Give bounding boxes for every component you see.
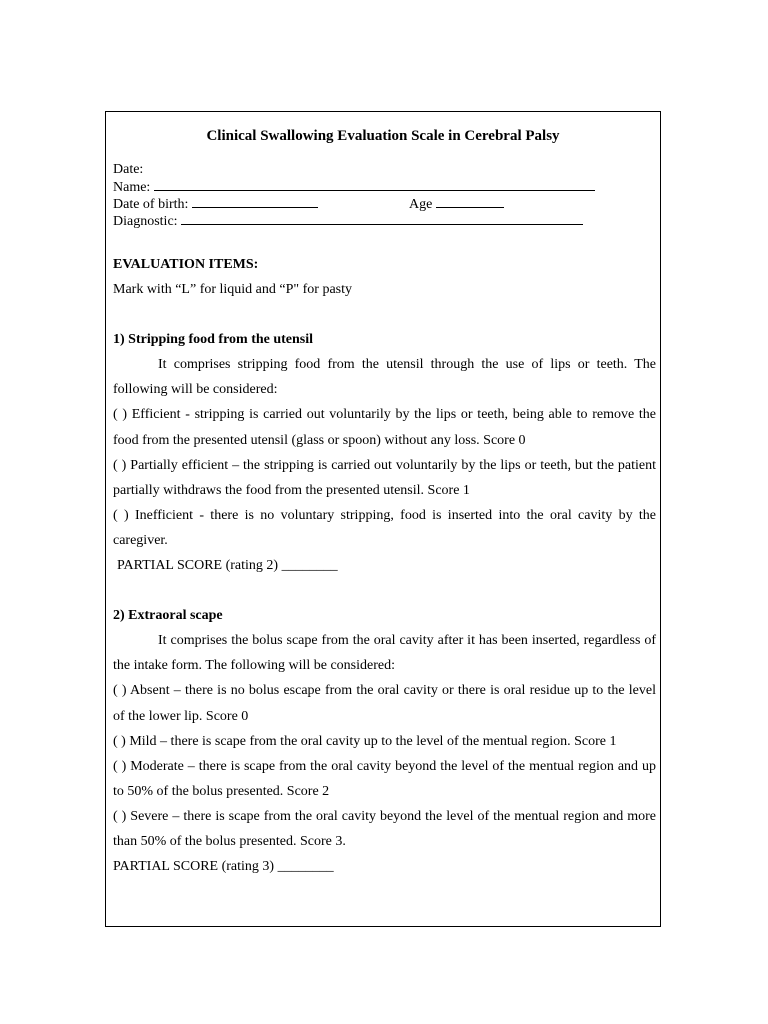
evaluation-heading: EVALUATION ITEMS: <box>113 257 259 272</box>
dob-age-row <box>113 195 653 212</box>
age-field[interactable] <box>436 195 504 208</box>
section1-option-efficient[interactable]: ( ) Efficient - stripping is carried out voluntarily by the lips or teeth, being able to remove the food from the presented utensil (glass or spoon) without any loss. Score 0 <box>113 407 656 448</box>
section1-option-inefficient[interactable]: ( ) Inefficient - there is no voluntary stripping, food is inserted into the oral cavity by the caregiver. <box>113 507 656 548</box>
form-title: Clinical Swallowing Evaluation Scale in Cerebral Palsy <box>206 128 560 144</box>
age-group <box>409 195 504 213</box>
section1-intro: It comprises stripping food from the utensil through the use of lips or teeth. The following will be considered: <box>113 357 656 398</box>
name-label: Name: <box>113 180 151 195</box>
patient-info-fields <box>113 161 653 229</box>
spacer <box>113 302 656 327</box>
dob-field[interactable] <box>192 195 318 208</box>
name-row <box>113 178 653 195</box>
name-field[interactable] <box>154 178 595 191</box>
section2-option-mild[interactable]: ( ) Mild – there is scape from the oral cavity up to the level of the mentual region. Score 1 <box>113 733 617 749</box>
diagnostic-label: Diagnostic: <box>113 214 178 229</box>
section2-heading: 2) Extraoral scape <box>113 608 223 624</box>
evaluation-form <box>105 111 661 927</box>
spacer <box>113 578 656 603</box>
date-row <box>113 161 653 178</box>
evaluation-instruction: Mark with “L” for liquid and “P" for pasty <box>113 282 352 298</box>
date-label: Date: <box>113 162 144 177</box>
section2-option-severe[interactable]: ( ) Severe – there is scape from the oral cavity beyond the level of the mentual region and more than 50% of the bolus presented. Score 3. <box>113 808 656 849</box>
section2-option-moderate[interactable]: ( ) Moderate – there is scape from the oral cavity beyond the level of the mentual region and up to 50% of the bolus presented. Score 2 <box>113 758 656 799</box>
section2-option-absent[interactable]: ( ) Absent – there is no bolus escape from the oral cavity or there is oral residue up to the level of the lower lip. Score 0 <box>113 683 656 724</box>
section2-partial-score[interactable]: PARTIAL SCORE (rating 3) ________ <box>113 859 334 875</box>
section2-intro: It comprises the bolus scape from the oral cavity after it has been inserted, regardless of the intake form. The following will be considered: <box>113 633 656 674</box>
section1-option-partially-efficient[interactable]: ( ) Partially efficient – the stripping is carried out voluntarily by the lips or teeth, but the patient partially withdraws the food from the presented utensil. Score 1 <box>113 457 656 498</box>
diagnostic-field[interactable] <box>181 212 583 225</box>
form-content <box>113 252 656 879</box>
section1-partial-score[interactable]: PARTIAL SCORE (rating 2) ________ <box>117 558 338 574</box>
dob-label: Date of birth: <box>113 197 189 212</box>
diagnostic-row <box>113 212 653 229</box>
age-label: Age <box>409 197 433 212</box>
section1-heading: 1) Stripping food from the utensil <box>113 332 314 348</box>
